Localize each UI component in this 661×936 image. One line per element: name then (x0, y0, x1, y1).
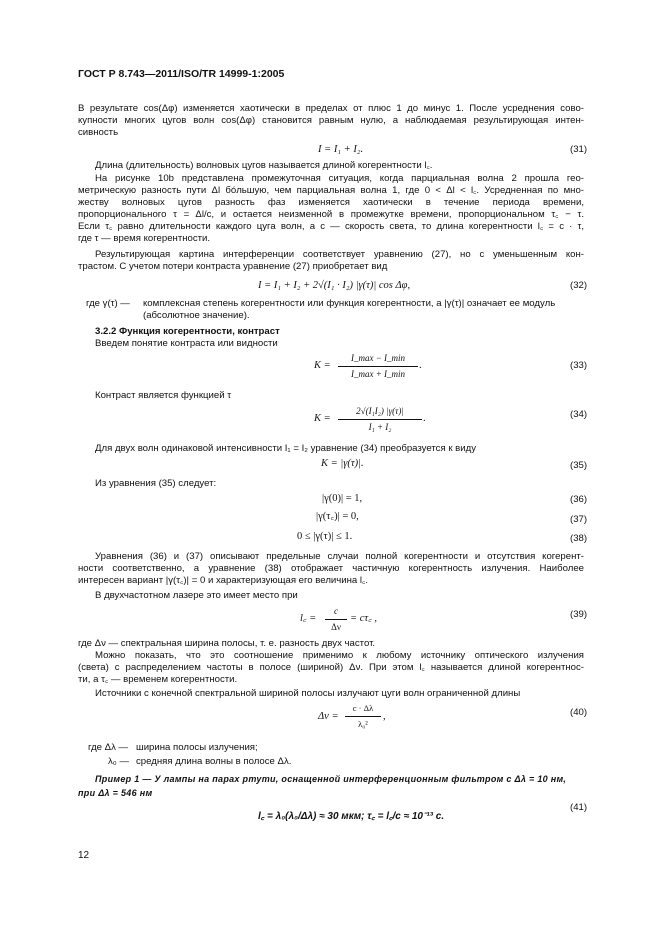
equation-number: (41) (570, 802, 588, 813)
paragraph-line: сивность (78, 127, 119, 138)
paragraph-line: (света) с распределением частоты в полосе (шириной) Δν. При этом l꜀ называется длиной когерентнос- (78, 662, 584, 673)
equation-number: (35) (570, 460, 588, 471)
equation-41: l꜀ = λ₀(λ₀/Δλ) ≈ 30 мкм; τ꜀ = l꜀/c ≈ 10⁻¹³ с. (258, 811, 445, 822)
equation-34-lhs: K = (314, 413, 331, 424)
equation-35: K = |γ(τ)|. (321, 458, 364, 469)
paragraph-line: купности многих цугов волн cos(Δφ) становится равным нулю, а наблюдаемая результирующая интен- (78, 115, 584, 126)
equation-38: 0 ≤ |γ(τ)| ≤ 1. (297, 531, 353, 542)
paragraph-line: На рисунке 10b представлена промежуточная ситуация, когда парциальная волна 2 прошла гео- (95, 173, 584, 184)
equation-number: (40) (570, 707, 588, 718)
equation-39-rhs: = cτ꜀ , (350, 613, 378, 624)
paragraph-line: Введем понятие контраста или видности (95, 338, 278, 349)
equation-37: |γ(τ꜀)| = 0, (316, 511, 359, 522)
equation-number: (36) (570, 494, 588, 505)
equation-end: . (423, 413, 426, 424)
paragraph-line: Если τ꜀ равно длительности каждого цуга волн, а c — скорость света, то длина когерентности l꜀ = c · τ, (78, 221, 584, 232)
equation-39-lhs: l꜀ = (300, 613, 317, 624)
equation-number: (34) (570, 409, 588, 420)
equation-number: (31) (570, 144, 588, 155)
paragraph-line: Результирующая картина интерференции соответствует уравнению (27), но с уменьшенным кон- (95, 249, 584, 260)
paragraph-line: интересен вариант |γ(τ꜀)| = 0 и характеризующая его величина l꜀. (78, 575, 369, 586)
paragraph-line: Можно показать, что это соотношение применимо к любому источнику оптического излучения (95, 650, 584, 661)
section-heading: 3.2.2 Функция когерентности, контраст (95, 326, 280, 337)
paragraph-line: где τ — время когерентности. (78, 233, 211, 244)
fraction-denominator: Δν (331, 622, 341, 632)
definition-text: ширина полосы излучения; (136, 742, 258, 753)
example-line: при Δλ = 546 нм (78, 788, 153, 798)
fraction-bar (345, 716, 381, 717)
equation-end: , (383, 711, 386, 722)
paragraph-line: ти, а τ꜀ — временем когерентности. (78, 674, 238, 685)
equation-33-lhs: K = (314, 360, 331, 371)
fraction-denominator: I₁ + I₂ (368, 422, 392, 432)
page-number: 12 (78, 850, 90, 861)
paragraph-line: В двухчастотном лазере это имеет место при (95, 590, 298, 601)
fraction-denominator: I_max + I_min (350, 369, 406, 379)
fraction-bar (338, 419, 422, 420)
equation-number: (32) (570, 280, 588, 291)
paragraph-line: пропорционального τ = Δl/c, и остается неизменной в промежутке времени, пропорциональном τ꜀ − τ. (78, 209, 584, 220)
paragraph-line: ности соответственно, а уравнение (38) отображает частичную когерентность излучения. Наиболее (78, 563, 584, 574)
equation-number: (37) (570, 514, 588, 525)
paragraph-line: Для двух волн одинаковой интенсивности I₁ = I₂ уравнение (34) преобразуется к виду (95, 443, 477, 454)
paragraph-line: Из уравнения (35) следует: (95, 478, 217, 489)
definition-text: комплексная степень когерентности или функция когерентности, а |γ(τ)| означает ее модуль (143, 298, 556, 309)
definition-text: средняя длина волны в полосе Δλ. (136, 756, 292, 767)
paragraph-line: метрическую разность пути Δl бóльшую, чем парциальная волна 1, где 0 < Δl < l꜀. Усредненная по мно- (78, 185, 584, 196)
equation-number: (39) (570, 609, 588, 620)
fraction-numerator: 2√(I₁I₂) |γ(τ)| (356, 406, 404, 416)
equation-end: . (419, 360, 422, 371)
definition-text: (абсолютное значение). (143, 310, 250, 321)
paragraph-line: Уравнения (36) и (37) описывают предельные случаи полной когерентности и отсутствия когерент- (95, 551, 584, 562)
paragraph-line: трастом. С учетом потери контраста уравнение (27) приобретает вид (78, 261, 388, 272)
paragraph-line: Контраст является функцией τ (95, 390, 232, 401)
paragraph-line: Источники с конечной спектральной шириной полосы излучают цуги волн ограниченной длины (95, 688, 521, 699)
equation-31: I = I₁ + I₂. (318, 144, 364, 155)
fraction-numerator: c · Δλ (352, 703, 374, 713)
paragraph-line: жеству волновых цугов разность фаз изменяется хаотически в течение периода времени, (78, 197, 584, 208)
definition-term: где γ(τ) — (86, 298, 130, 309)
fraction-bar (325, 619, 347, 620)
definition-term: λ₀ — (108, 756, 130, 767)
fraction-denominator: λ₀² (358, 719, 368, 729)
fraction-numerator: c (334, 606, 338, 616)
paragraph-line: В результате cos(Δφ) изменяется хаотически в пределах от плюс 1 до минус 1. После усреднения сово- (78, 103, 584, 114)
equation-number: (33) (570, 360, 588, 371)
definition-term: где Δλ — (88, 742, 129, 753)
document-header: ГОСТ Р 8.743—2011/ISO/TR 14999-1:2005 (78, 68, 285, 80)
paragraph-line: Длина (длительность) волновых цугов называется длиной когерентности l꜀. (95, 160, 433, 171)
equation-number: (38) (570, 533, 588, 544)
equation-36: |γ(0)| = 1, (322, 493, 363, 504)
fraction-numerator: I_max − I_min (350, 353, 406, 363)
example-line: Пример 1 — У лампы на парах ртути, оснащенной интерференционным фильтром с Δλ = 10 нм, (95, 774, 567, 784)
paragraph-line: где Δν — спектральная ширина полосы, т. е. разность двух частот. (78, 638, 376, 649)
equation-40-lhs: Δν = (318, 711, 339, 722)
fraction-bar (338, 366, 418, 367)
equation-32: I = I₁ + I₂ + 2√(I₁ · I₂) |γ(τ)| cos Δφ, (258, 280, 411, 291)
